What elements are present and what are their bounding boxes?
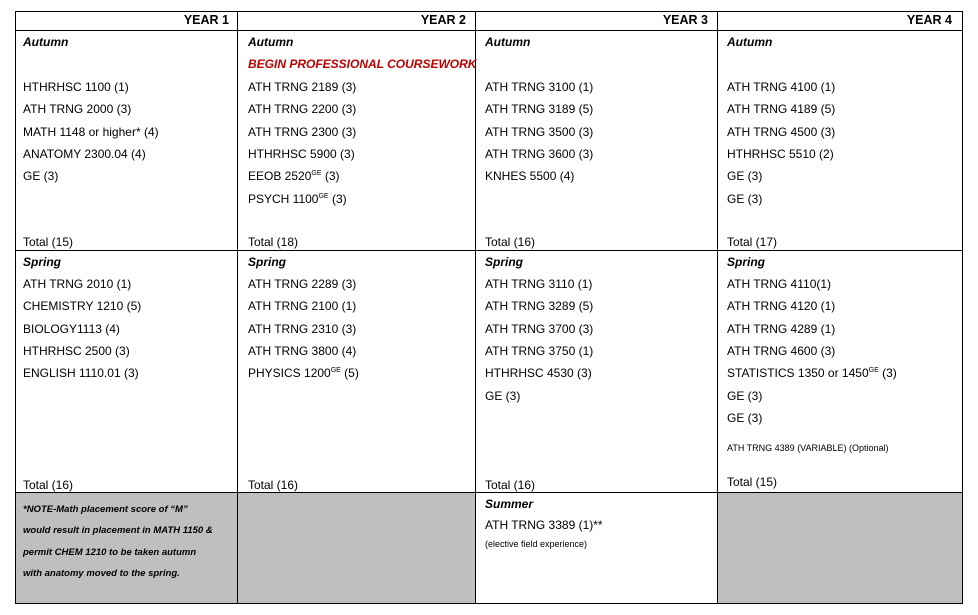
- spring-course-y4: GE (3): [727, 410, 763, 425]
- spring-course-y2: PHYSICS $1200^{GE}$ (5): [248, 366, 359, 381]
- spring-course-y1: BIOLOGY1113 (4): [23, 321, 120, 336]
- note-line-2: would result in placement in MATH 1150 &: [23, 525, 213, 536]
- year-header-2: YEAR 2: [420, 13, 466, 27]
- spring-course-y1: ATH TRNG 2010 (1): [23, 277, 132, 291]
- table-bottom-border: [15, 603, 963, 604]
- autumn-label-y2: Autumn: [248, 35, 294, 49]
- spring-course-y2: ATH TRNG 2310 (3): [248, 321, 357, 336]
- ge-superscript: GE: [318, 192, 329, 200]
- spring-label-y4: Spring: [727, 255, 765, 269]
- spring-total-y1: Total (16): [23, 478, 74, 492]
- autumn-course-y1: ANATOMY 2300.04 (4): [23, 146, 146, 161]
- autumn-total-y1: Total (15): [23, 235, 74, 249]
- autumn-course-y4: HTHRHSC 5510 (2): [727, 146, 834, 161]
- autumn-course-y1: GE (3): [23, 169, 59, 184]
- spring-course-y3: GE (3): [485, 388, 521, 403]
- autumn-course-y3: ATH TRNG 3189 (5): [485, 102, 594, 117]
- spring-course-y4: STATISTICS 1350 or $1450^{GE}$ (3): [727, 366, 897, 381]
- summer-course-detail: (elective field experience): [485, 539, 588, 549]
- spring-label-y2: Spring: [248, 255, 286, 269]
- empty-summer-cell-year4: [718, 493, 962, 603]
- autumn-total-y3: Total (16): [485, 235, 536, 249]
- spring-total-y3: Total (16): [485, 478, 536, 492]
- autumn-label-y3: Autumn: [485, 35, 531, 49]
- spring-course-y3: HTHRHSC 4530 (3): [485, 366, 592, 381]
- spring-course-y1: HTHRHSC 2500 (3): [23, 343, 130, 358]
- spring-course-y2: ATH TRNG 2100 (1): [248, 299, 357, 314]
- spring-course-y3: ATH TRNG 3700 (3): [485, 321, 594, 336]
- ge-superscript: GE: [311, 170, 322, 178]
- spring-course-y2: ATH TRNG 2289 (3): [248, 277, 357, 291]
- autumn-course-y1: ATH TRNG 2000 (3): [23, 102, 132, 117]
- spring-total-y2: Total (16): [248, 478, 299, 492]
- table-right-border: [962, 11, 963, 604]
- autumn-course-y2: PSYCH $1100^{GE}$ (3): [248, 191, 347, 206]
- autumn-spring-divider: [15, 250, 963, 251]
- header-divider: [15, 30, 963, 31]
- spring-course-y1: CHEMISTRY 1210 (5): [23, 299, 142, 314]
- autumn-course-y1: HTHRHSC 1100 (1): [23, 80, 129, 94]
- spring-course-y4: GE (3): [727, 388, 763, 403]
- autumn-course-y2: ATH TRNG 2200 (3): [248, 102, 357, 117]
- table-top-border: [15, 11, 963, 12]
- spring-optional-course-y4: ATH TRNG 4389 (VARIABLE) (Optional): [727, 443, 889, 454]
- spring-course-y4: ATH TRNG 4110(1): [727, 277, 832, 291]
- note-line-3: permit CHEM 1210 to be taken autumn: [23, 547, 197, 558]
- autumn-course-y4: GE (3): [727, 191, 763, 206]
- summer-label-y3: Summer: [485, 497, 534, 511]
- ge-superscript: GE: [868, 367, 879, 375]
- autumn-total-y2: Total (18): [248, 235, 299, 249]
- autumn-course-y3: KNHES 5500 (4): [485, 169, 575, 184]
- autumn-course-y4: ATH TRNG 4100 (1): [727, 80, 836, 94]
- spring-course-y2: ATH TRNG 3800 (4): [248, 343, 357, 358]
- year-header-4: YEAR 4: [906, 13, 952, 27]
- autumn-course-y1: MATH 1148 or higher* (4): [23, 124, 159, 139]
- autumn-course-y4: ATH TRNG 4189 (5): [727, 102, 836, 117]
- spring-course-y4: ATH TRNG 4289 (1): [727, 321, 836, 336]
- empty-summer-cell-year2: [238, 493, 475, 603]
- professional-coursework-banner: BEGIN PROFESSIONAL COURSEWORK: [248, 57, 477, 71]
- spring-course-y4: ATH TRNG 4600 (3): [727, 343, 836, 358]
- spring-course-y3: ATH TRNG 3110 (1): [485, 277, 593, 291]
- col-divider-2: [475, 11, 476, 604]
- autumn-total-y4: Total (17): [727, 235, 778, 249]
- autumn-course-y3: ATH TRNG 3600 (3): [485, 146, 594, 161]
- summer-course: ATH TRNG 3389 (1)**: [485, 518, 603, 532]
- autumn-course-y2: EEOB $2520^{GE}$ (3): [248, 169, 340, 184]
- autumn-course-y3: ATH TRNG 3500 (3): [485, 124, 594, 139]
- spring-total-y4: Total (15): [727, 475, 778, 489]
- autumn-label-y1: Autumn: [23, 35, 69, 49]
- ge-superscript: GE: [330, 367, 341, 375]
- autumn-course-y4: ATH TRNG 4500 (3): [727, 124, 836, 139]
- note-line-4: with anatomy moved to the spring.: [23, 568, 180, 579]
- year-header-3: YEAR 3: [662, 13, 708, 27]
- spring-course-y1: ENGLISH 1110.01 (3): [23, 366, 139, 381]
- autumn-label-y4: Autumn: [727, 35, 773, 49]
- autumn-course-y2: HTHRHSC 5900 (3): [248, 146, 355, 161]
- spring-course-y4: ATH TRNG 4120 (1): [727, 299, 836, 314]
- spring-course-y3: ATH TRNG 3750 (1): [485, 343, 594, 358]
- spring-label-y3: Spring: [485, 255, 523, 269]
- note-line-1: *NOTE-Math placement score of “M”: [23, 504, 188, 515]
- autumn-course-y2: ATH TRNG 2189 (3): [248, 80, 357, 94]
- autumn-course-y4: GE (3): [727, 169, 763, 184]
- spring-course-y3: ATH TRNG 3289 (5): [485, 299, 594, 314]
- autumn-course-y3: ATH TRNG 3100 (1): [485, 80, 594, 94]
- year-header-1: YEAR 1: [183, 13, 229, 27]
- spring-label-y1: Spring: [23, 255, 61, 269]
- autumn-course-y2: ATH TRNG 2300 (3): [248, 124, 357, 139]
